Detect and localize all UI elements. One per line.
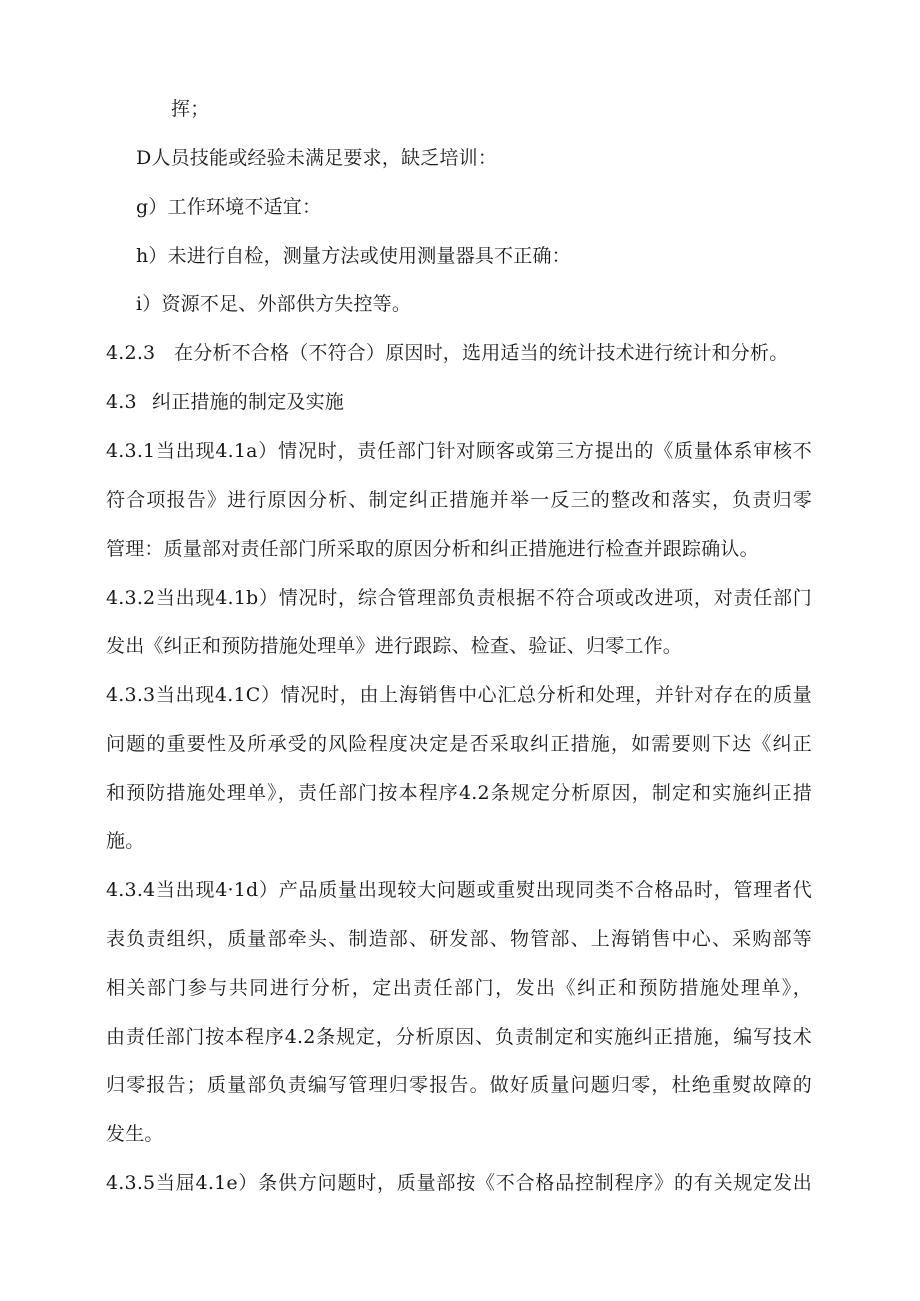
section-4-3-4-line: 发生。 [106,1123,164,1145]
list-item-g: g）工作环境不适宜： [136,196,322,218]
section-4-3-3-line: 施。 [106,830,145,852]
section-4-3-1-line: 符合项报告》进行原因分析、制定纠正措施并举一反三的整改和落实，负责归零 [106,489,812,511]
section-4-2-3-number: 4.2.3 [106,342,156,364]
section-4-3-4-line: 表负责组织，质量部牵头、制造部、研发部、物管部、上海销售中心、采购部等 [106,928,812,950]
list-item-h: h）未进行自检，测量方法或使用测量器具不正确： [136,245,571,267]
section-4-3-4-line: 4.3.4当出现4·1d）产品质量出现较大问题或重熨出现同类不合格品时，管理者代 [106,879,812,901]
section-4-3-4-line: 相关部门参与共同进行分析，定出责任部门，发出《纠正和预防措施处理单》， [106,977,812,999]
section-4-3-3-line: 和预防措施处理单》，责任部门按本程序4.2条规定分析原因，制定和实施纠正措 [106,782,812,804]
section-4-3-number: 4.3 [106,391,137,413]
section-4-3-2-line: 发出《纠正和预防措施处理单》进行跟踪、检查、验证、归零工作。 [106,635,683,657]
section-4-3-3-line: 4.3.3当出现4.1C）情况时，由上海销售中心汇总分析和处理，并针对存在的质量 [106,684,812,706]
section-4-2-3-text: 在分析不合格（不符合）原因时，选用适当的统计技术进行统计和分析。 [174,342,789,364]
list-item-f-continued: 挥； [171,98,210,120]
section-4-3-5-line: 4.3.5当屈4.1e）条供方问题时，质量部按《不合格品控制程序》的有关规定发出 [106,1172,812,1194]
list-item-f: D人员技能或经验未满足要求，缺乏培训： [136,147,498,169]
section-4-3-1-line: 管理：质量部对责任部门所采取的原因分析和纠正措施进行检查并跟踪确认。 [106,538,759,560]
section-4-3-3-line: 问题的重要性及所承受的风险程度决定是否采取纠正措施，如需要则下达《纠正 [106,733,812,755]
section-4-3-4-line: 由责任部门按本程序4.2条规定，分析原因、负责制定和实施纠正措施，编写技术 [106,1026,812,1048]
section-4-3-4-line: 归零报告；质量部负责编写管理归零报告。做好质量问题归零，杜绝重熨故障的 [106,1074,812,1096]
section-4-3-title: 纠正措施的制定及实施 [152,391,345,413]
list-item-i: i）资源不足、外部供方失控等。 [136,293,412,315]
section-4-3-2-line: 4.3.2当出现4.1b）情况时，综合管理部负责根据不符合项或改进项，对责任部门 [106,587,812,609]
section-4-3-1-line: 4.3.1当出现4.1a）情况时，责任部门针对顾客或第三方提出的《质量体系审核不 [106,440,812,462]
